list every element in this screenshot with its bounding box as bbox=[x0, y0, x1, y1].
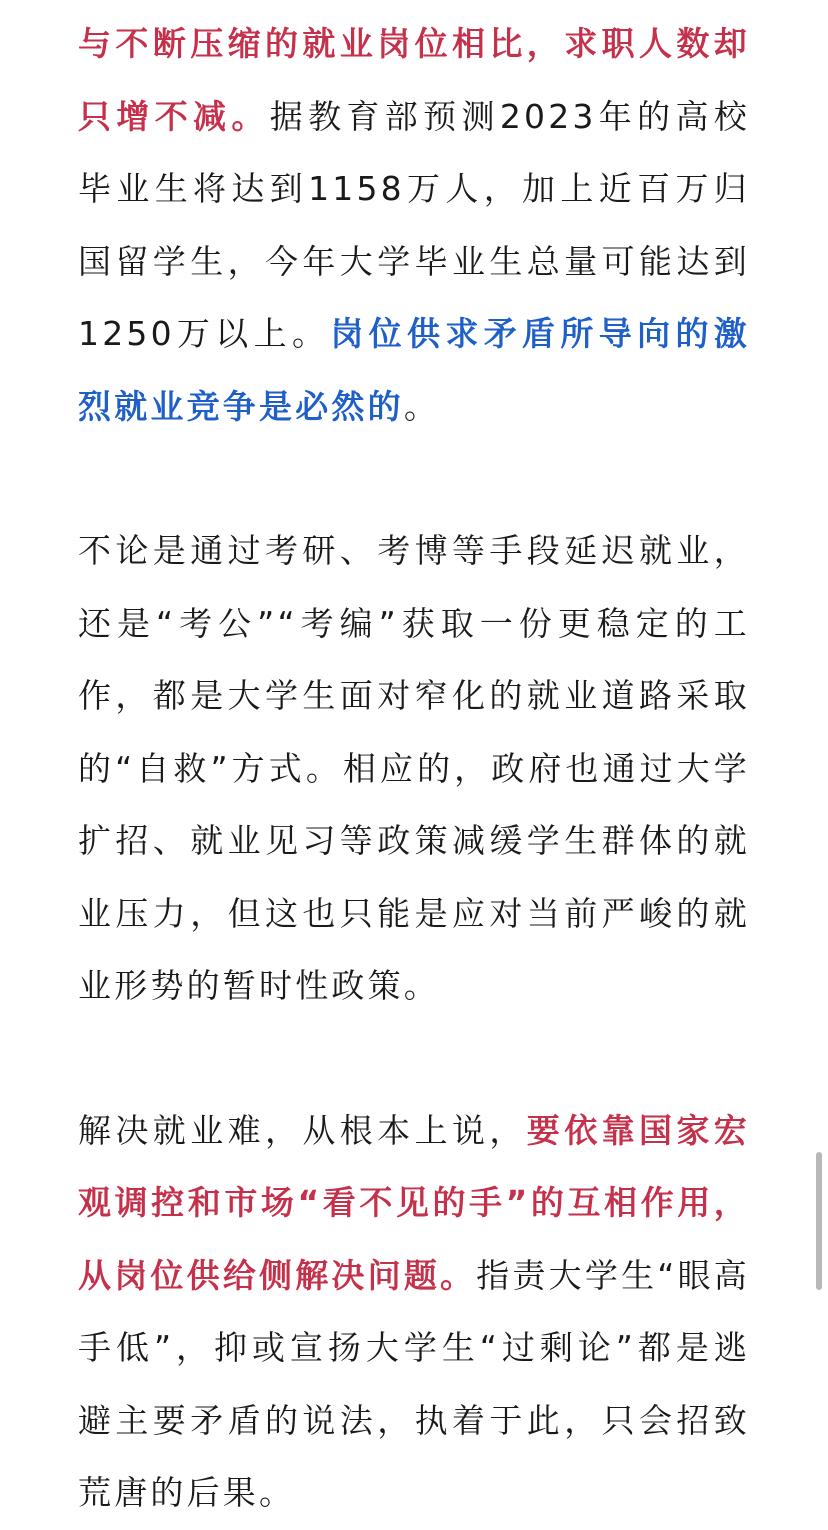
paragraph-text: 指责大学生“眼高手低”，抑或宣扬大学生“过剩论”都是逃避主要矛盾的说法，执着于此，只会招致荒唐的后果。 bbox=[78, 1255, 750, 1512]
highlight-red-sentence: 与不断压缩的就业岗位相比，求职人数却只增不减。 bbox=[78, 24, 750, 136]
vertical-scrollbar[interactable] bbox=[816, 1152, 822, 1290]
paragraph-text: 据教育部预测2023年的高校毕业生将达到1158万人，加上近百万归国留学生，今年大学毕业生总量可能达到1250万以上。 bbox=[78, 96, 750, 353]
paragraph-text: 解决就业难，从根本上说， bbox=[78, 1110, 527, 1150]
paragraph-solution bbox=[78, 1095, 750, 1530]
paragraph-employment-pressure bbox=[78, 8, 750, 443]
paragraph-self-rescue bbox=[78, 515, 750, 1023]
article-body bbox=[78, 8, 750, 1530]
highlight-red-sentence: 要依靠国家宏观调控和市场“看不见的手”的互相作用，从岗位供给侧解决问题。 bbox=[78, 1110, 750, 1295]
highlight-blue-sentence: 岗位供求矛盾所导向的激烈就业竞争是必然的 bbox=[78, 314, 750, 426]
paragraph-text: 。 bbox=[403, 386, 441, 426]
paragraph-text: 不论是通过考研、考博等手段延迟就业，还是“考公”“考编”获取一份更稳定的工作，都是大学生面对窄化的就业道路采取的“自救”方式。相应的，政府也通过大学扩招、就业见习等政策减缓学生群体的就业压力，但这也只能是应对当前严峻的就业形势的暂时性政策。 bbox=[78, 531, 750, 1005]
